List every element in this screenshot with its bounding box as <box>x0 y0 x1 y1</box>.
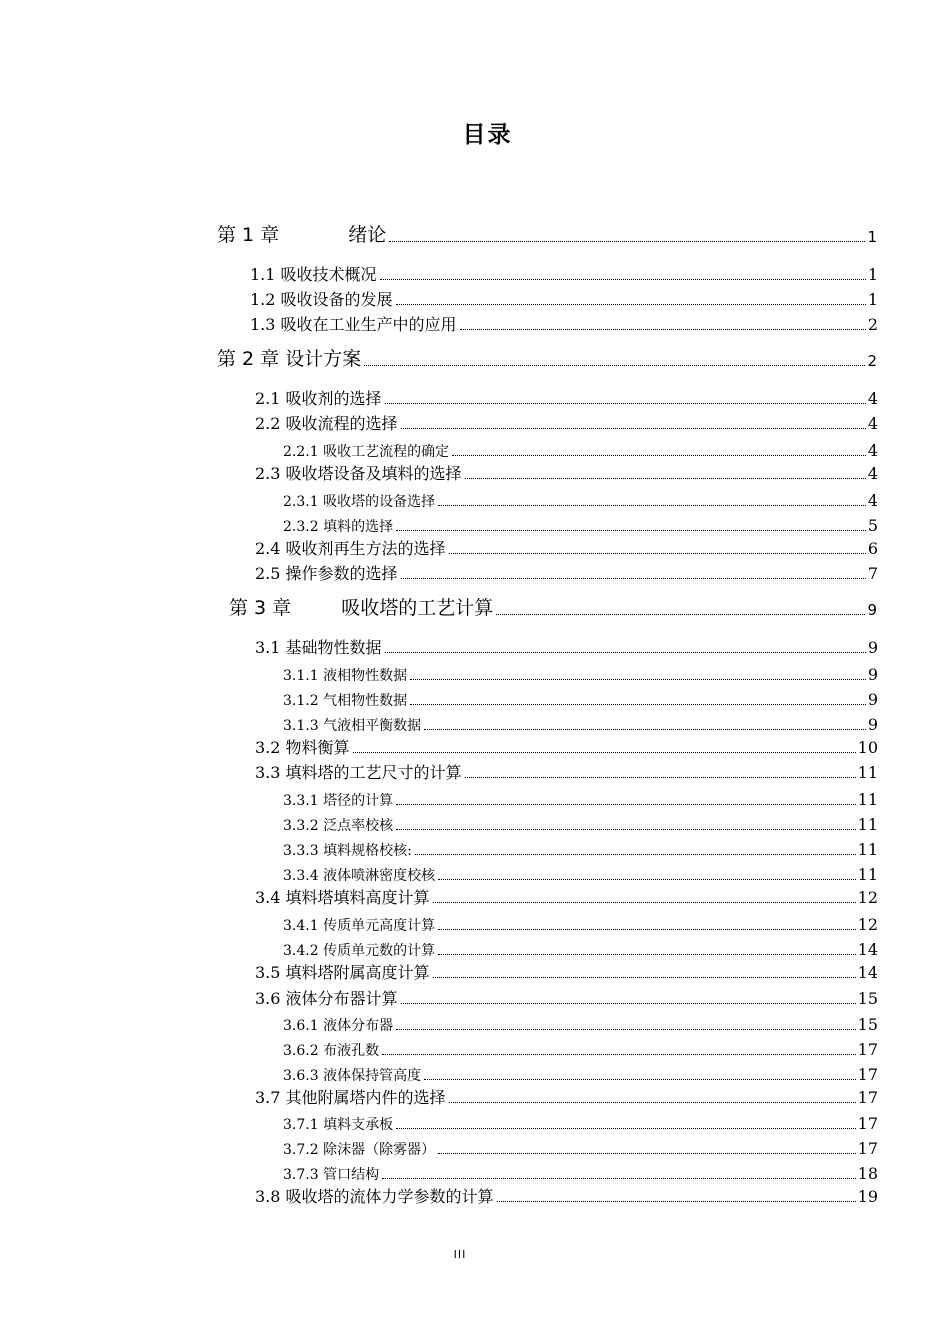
dot-leader <box>385 403 866 404</box>
toc-label: 3.6 液体分布器计算 <box>255 989 398 1008</box>
toc-page-number: 15 <box>857 989 878 1008</box>
toc-section[interactable] <box>250 317 878 333</box>
toc-section[interactable] <box>255 466 878 482</box>
toc-subsection[interactable] <box>283 1017 878 1033</box>
toc-page-number: 6 <box>867 539 878 558</box>
dot-leader <box>424 729 866 730</box>
dot-leader <box>396 829 856 830</box>
dot-leader <box>396 1029 856 1030</box>
dot-leader <box>396 530 866 531</box>
toc-label: 3.6.1 液体分布器 <box>283 1018 394 1034</box>
toc-subsection[interactable] <box>283 1067 878 1083</box>
toc-subsection[interactable] <box>283 493 878 509</box>
dot-leader <box>465 777 856 778</box>
toc-label: 3.7 其他附属塔内件的选择 <box>255 1088 446 1107</box>
toc-subsection[interactable] <box>283 443 878 459</box>
toc-section[interactable] <box>255 765 878 781</box>
toc-subsection[interactable] <box>283 692 878 708</box>
toc-section[interactable] <box>250 267 878 283</box>
toc-page-number: 15 <box>857 1015 878 1034</box>
dot-leader <box>396 304 866 305</box>
toc-subsection[interactable] <box>283 717 878 733</box>
toc-label: 3.3.3 填料规格校核: <box>283 843 412 859</box>
toc-section[interactable] <box>255 391 878 407</box>
toc-label: 3.5 填料塔附属高度计算 <box>255 963 430 982</box>
dot-leader <box>449 553 866 554</box>
dot-leader <box>438 954 856 955</box>
dot-leader <box>433 977 856 978</box>
toc-subsection[interactable] <box>283 1116 878 1132</box>
toc-label: 3.4 填料塔填料高度计算 <box>255 888 430 907</box>
toc-label: 3.1 基础物性数据 <box>255 638 382 657</box>
toc-page-number: 1 <box>867 290 878 309</box>
toc-section[interactable] <box>255 991 878 1007</box>
toc-page-number: 14 <box>857 940 878 959</box>
footer-page-number: III <box>453 1248 467 1261</box>
dot-leader <box>410 704 866 705</box>
toc-page-number: 17 <box>857 1114 878 1133</box>
dot-leader <box>497 1201 856 1202</box>
toc-page-number: 4 <box>867 389 878 408</box>
toc-page-number: 4 <box>867 491 878 510</box>
dot-leader <box>438 879 856 880</box>
toc-page-number: 17 <box>857 1088 878 1107</box>
toc-subsection[interactable] <box>283 667 878 683</box>
toc-page-number: 9 <box>867 638 878 657</box>
toc-page-number: 10 <box>857 738 878 757</box>
toc-section[interactable] <box>255 541 878 557</box>
toc-page-number: 1 <box>867 265 878 284</box>
toc-label: 3.6.3 液体保持管高度 <box>283 1068 422 1084</box>
toc-subsection[interactable] <box>283 867 878 883</box>
dot-leader <box>496 614 865 615</box>
toc-label: 2.3.2 填料的选择 <box>283 519 394 535</box>
toc-chapter[interactable] <box>217 226 877 245</box>
toc-label: 2.1 吸收剂的选择 <box>255 389 382 408</box>
toc-page-number: 11 <box>857 790 878 809</box>
dot-leader <box>364 365 865 366</box>
toc-label: 2.5 操作参数的选择 <box>255 564 398 583</box>
dot-leader <box>460 329 866 330</box>
toc-page-number: 11 <box>857 763 878 782</box>
dot-leader <box>410 679 866 680</box>
toc-page-number: 11 <box>857 865 878 884</box>
toc-section[interactable] <box>255 1090 878 1106</box>
toc-section[interactable] <box>255 640 878 656</box>
toc-subsection[interactable] <box>283 817 878 833</box>
dot-leader <box>385 652 866 653</box>
toc-section[interactable] <box>255 566 878 582</box>
toc-section[interactable] <box>255 740 878 756</box>
toc-label: 2.3.1 吸收塔的设备选择 <box>283 494 436 510</box>
dot-leader <box>449 1102 856 1103</box>
dot-leader <box>452 455 866 456</box>
toc-label: 3.7.3 管口结构 <box>283 1167 380 1183</box>
toc-page-number: 9 <box>867 715 878 734</box>
dot-leader <box>424 1079 856 1080</box>
dot-leader <box>382 1054 856 1055</box>
toc-page-number: 2 <box>867 315 878 334</box>
toc-label: 3.1.3 气液相平衡数据 <box>283 718 422 734</box>
toc-page-number: 11 <box>857 815 878 834</box>
toc-label: 3.1.2 气相物性数据 <box>283 693 408 709</box>
dot-leader <box>401 428 866 429</box>
toc-section[interactable] <box>255 890 878 906</box>
toc-subsection[interactable] <box>283 518 878 534</box>
dot-leader <box>415 854 856 855</box>
toc-label: 2.2.1 吸收工艺流程的确定 <box>283 444 450 460</box>
toc-page-number: 1 <box>867 228 877 246</box>
toc-label: 3.3.1 塔径的计算 <box>283 793 394 809</box>
dot-leader <box>396 1128 856 1129</box>
toc-label: 2.2 吸收流程的选择 <box>255 414 398 433</box>
toc-page-number: 9 <box>867 690 878 709</box>
toc-page-number: 5 <box>867 516 878 535</box>
toc-section[interactable] <box>250 292 878 308</box>
dot-leader <box>401 578 866 579</box>
toc-label: 2.3 吸收塔设备及填料的选择 <box>255 464 462 483</box>
toc-page-number: 14 <box>857 963 878 982</box>
dot-leader <box>396 804 856 805</box>
toc-page-number: 12 <box>857 888 878 907</box>
toc-page-number: 17 <box>857 1040 878 1059</box>
toc-label: 第 2 章 设计方案 <box>217 348 362 370</box>
toc-page-number: 4 <box>867 464 878 483</box>
toc-label: 3.2 物料衡算 <box>255 738 350 757</box>
toc-subsection[interactable] <box>283 792 878 808</box>
toc-label: 3.1.1 液相物性数据 <box>283 668 408 684</box>
toc-label: 1.1 吸收技术概况 <box>250 265 377 284</box>
toc-page-number: 18 <box>857 1164 878 1183</box>
dot-leader <box>433 902 856 903</box>
page-title: 目录 <box>462 122 513 148</box>
toc-chapter[interactable] <box>229 599 877 618</box>
toc-subsection[interactable] <box>283 842 878 858</box>
dot-leader <box>353 752 856 753</box>
toc-page-number: 11 <box>857 840 878 859</box>
toc-page-number: 19 <box>857 1187 878 1206</box>
toc-subsection[interactable] <box>283 1166 878 1182</box>
toc-label: 3.3 填料塔的工艺尺寸的计算 <box>255 763 462 782</box>
toc-subsection[interactable] <box>283 917 878 933</box>
toc-section[interactable] <box>255 965 878 981</box>
toc-page-number: 7 <box>867 564 878 583</box>
toc-label: 3.7.2 除沫器（除雾器） <box>283 1142 436 1158</box>
toc-label: 3.4.1 传质单元高度计算 <box>283 918 436 934</box>
toc-page-number: 17 <box>857 1065 878 1084</box>
dot-leader <box>380 279 866 280</box>
toc-page-number: 12 <box>857 915 878 934</box>
toc-subsection[interactable] <box>283 942 878 958</box>
toc-page-number: 9 <box>867 665 878 684</box>
dot-leader <box>465 478 866 479</box>
toc-page-number: 2 <box>867 352 877 370</box>
toc-label: 1.2 吸收设备的发展 <box>250 290 393 309</box>
toc-page-number: 9 <box>867 601 877 619</box>
toc-subsection[interactable] <box>283 1141 878 1157</box>
toc-page-number: 4 <box>867 441 878 460</box>
toc-section[interactable] <box>255 416 878 432</box>
toc-page-number: 4 <box>867 414 878 433</box>
dot-leader <box>401 1003 856 1004</box>
dot-leader <box>438 929 856 930</box>
toc-label: 3.7.1 填料支承板 <box>283 1117 394 1133</box>
toc-label: 1.3 吸收在工业生产中的应用 <box>250 315 457 334</box>
toc-label: 3.6.2 布液孔数 <box>283 1043 380 1059</box>
toc-label: 3.8 吸收塔的流体力学参数的计算 <box>255 1187 494 1206</box>
toc-label: 2.4 吸收剂再生方法的选择 <box>255 539 446 558</box>
dot-leader <box>382 1178 856 1179</box>
toc-subsection[interactable] <box>283 1042 878 1058</box>
toc-label: 3.3.4 液体喷淋密度校核 <box>283 868 436 884</box>
dot-leader <box>438 1153 856 1154</box>
toc-chapter[interactable] <box>217 350 877 369</box>
toc-section[interactable] <box>255 1189 878 1205</box>
toc-label: 3.4.2 传质单元数的计算 <box>283 943 436 959</box>
dot-leader <box>438 505 866 506</box>
toc-page-number: 17 <box>857 1139 878 1158</box>
dot-leader <box>389 241 865 242</box>
toc-label: 3.3.2 泛点率校核 <box>283 818 394 834</box>
toc-label: 第 3 章 吸收塔的工艺计算 <box>229 597 494 619</box>
toc-label: 第 1 章 绪论 <box>217 224 387 246</box>
